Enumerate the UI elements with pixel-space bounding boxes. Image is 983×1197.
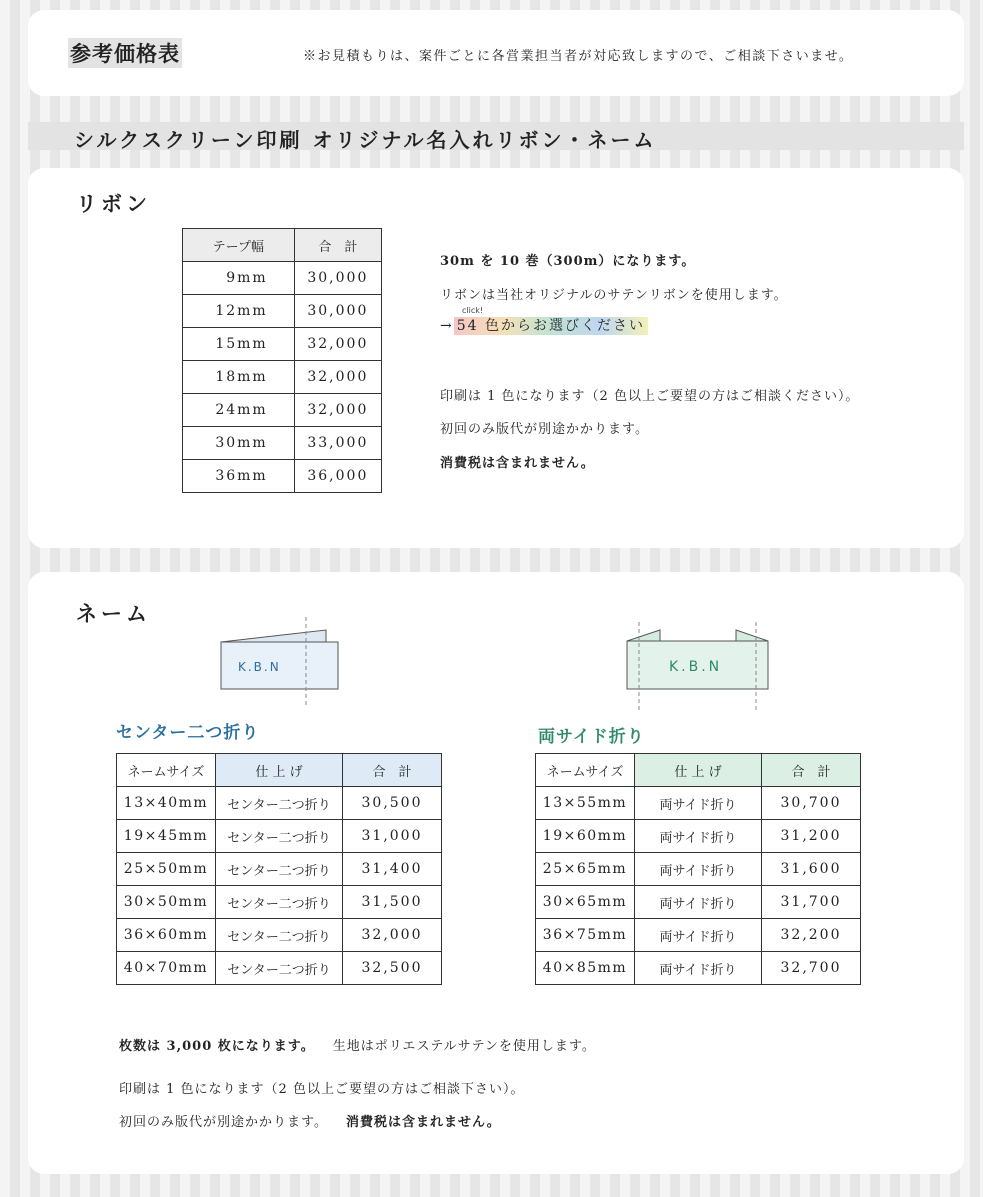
tape-width-cell: 24mm: [183, 394, 295, 427]
size-cell: 19×45mm: [117, 820, 216, 853]
material-note: 生地はポリエステルサテンを使用します。: [332, 1039, 596, 1054]
table-row: [536, 919, 861, 952]
size-cell: 13×40mm: [117, 787, 216, 820]
table-row: [183, 262, 382, 295]
total-cell: 30,700: [762, 787, 861, 820]
total-cell: 32,700: [762, 952, 861, 985]
tape-width-cell: 18mm: [183, 361, 295, 394]
table-row: [117, 919, 442, 952]
size-cell: 30×50mm: [117, 886, 216, 919]
ribbon-info-plate: 初回のみ版代が別途かかります。: [440, 422, 649, 437]
table-row: [183, 361, 382, 394]
total-cell: 30,000: [294, 262, 381, 295]
table-header-row: [536, 754, 861, 787]
table-row: [536, 820, 861, 853]
total-cell: 31,600: [762, 853, 861, 886]
color-choice-link-row[interactable]: [440, 315, 648, 335]
size-cell: 30×65mm: [536, 886, 635, 919]
size-cell: 36×75mm: [536, 919, 635, 952]
ribbon-price-table: [182, 228, 382, 493]
total-cell: 32,200: [762, 919, 861, 952]
table-row: [536, 853, 861, 886]
table-row: [183, 427, 382, 460]
ribbon-info-material: リボンは当社オリジナルのサテンリボンを使用します。: [440, 288, 788, 303]
col-name-size: ネームサイズ: [536, 754, 635, 787]
total-cell: 32,000: [294, 361, 381, 394]
finish-cell: センター二つ折り: [216, 886, 343, 919]
total-cell: 32,000: [343, 919, 442, 952]
col-total: 合 計: [343, 754, 442, 787]
col-finish: 仕 上 げ: [635, 754, 762, 787]
color-choice-link[interactable]: 54 色からお選びください: [454, 317, 648, 335]
table-row: [183, 295, 382, 328]
tax-note: 消費税は含まれません。: [345, 1115, 501, 1130]
size-cell: 40×70mm: [117, 952, 216, 985]
total-cell: 36,000: [294, 460, 381, 493]
tape-width-cell: 9mm: [183, 262, 295, 295]
name-heading: ネーム: [76, 601, 151, 626]
total-cell: 30,500: [343, 787, 442, 820]
finish-cell: 両サイド折り: [635, 952, 762, 985]
col-total: 合 計: [294, 229, 381, 262]
finish-cell: 両サイド折り: [635, 919, 762, 952]
ribbon-heading: リボン: [76, 191, 151, 216]
table-row: [117, 886, 442, 919]
table-row: [183, 394, 382, 427]
finish-cell: 両サイド折り: [635, 886, 762, 919]
finish-cell: センター二つ折り: [216, 919, 343, 952]
table-row: [117, 952, 442, 985]
size-cell: 25×50mm: [117, 853, 216, 886]
total-cell: 32,000: [294, 394, 381, 427]
center-fold-title: センター二つ折り: [116, 723, 260, 743]
ribbon-panel: [28, 168, 964, 548]
finish-cell: 両サイド折り: [635, 853, 762, 886]
total-cell: 31,700: [762, 886, 861, 919]
table-header-row: [117, 754, 442, 787]
side-fold-price-table: [535, 753, 861, 985]
col-finish: 仕 上 げ: [216, 754, 343, 787]
page-title: 参考価格表: [68, 38, 182, 68]
total-cell: 31,400: [343, 853, 442, 886]
finish-cell: センター二つ折り: [216, 820, 343, 853]
tape-width-cell: 15mm: [183, 328, 295, 361]
finish-cell: センター二つ折り: [216, 952, 343, 985]
total-cell: 31,500: [343, 886, 442, 919]
table-row: [536, 787, 861, 820]
table-row: [117, 853, 442, 886]
table-row: [536, 952, 861, 985]
size-cell: 36×60mm: [117, 919, 216, 952]
estimate-note: ※お見積もりは、案件ごとに各営業担当者が対応致しますので、ご相談下さいませ。: [303, 49, 854, 64]
table-header-row: [183, 229, 382, 262]
total-cell: 31,000: [343, 820, 442, 853]
finish-cell: 両サイド折り: [635, 820, 762, 853]
size-cell: 13×55mm: [536, 787, 635, 820]
table-row: [536, 886, 861, 919]
total-cell: 31,200: [762, 820, 861, 853]
side-fold-label-text: K.B.N: [669, 659, 723, 675]
ribbon-info-tax: 消費税は含まれません。: [440, 456, 595, 471]
table-row: [117, 820, 442, 853]
col-name-size: ネームサイズ: [117, 754, 216, 787]
finish-cell: 両サイド折り: [635, 787, 762, 820]
section-title: シルクスクリーン印刷 オリジナル名入れリボン・ネーム: [74, 128, 657, 152]
tape-width-cell: 30mm: [183, 427, 295, 460]
center-fold-price-table: [116, 753, 442, 985]
table-row: [183, 328, 382, 361]
arrow-icon: →: [440, 318, 454, 334]
total-cell: 33,000: [294, 427, 381, 460]
name-footer-line3: [119, 1111, 501, 1130]
total-cell: 30,000: [294, 295, 381, 328]
side-fold-title: 両サイド折り: [538, 727, 645, 747]
size-cell: 25×65mm: [536, 853, 635, 886]
ribbon-info-print: 印刷は 1 色になります（2 色以上ご要望の方はご相談ください）。: [440, 389, 860, 404]
name-footer-line1: [119, 1035, 596, 1054]
table-row: [183, 460, 382, 493]
ribbon-info-quantity: 30m を 10 巻（300m）になります。: [440, 254, 696, 269]
finish-cell: センター二つ折り: [216, 787, 343, 820]
col-tape-width: テープ幅: [183, 229, 295, 262]
table-row: [117, 787, 442, 820]
center-fold-label-text: K.B.N: [238, 660, 281, 674]
size-cell: 40×85mm: [536, 952, 635, 985]
tape-width-cell: 12mm: [183, 295, 295, 328]
click-label: click!: [462, 306, 484, 315]
size-cell: 19×60mm: [536, 820, 635, 853]
col-total: 合 計: [762, 754, 861, 787]
plate-note: 初回のみ版代が別途かかります。: [119, 1115, 328, 1130]
total-cell: 32,500: [343, 952, 442, 985]
name-footer-line2: 印刷は 1 色になります（2 色以上ご要望の方はご相談下さい）。: [119, 1082, 525, 1097]
quantity-note: 枚数は 3,000 枚になります。: [119, 1039, 315, 1054]
tape-width-cell: 36mm: [183, 460, 295, 493]
finish-cell: センター二つ折り: [216, 853, 343, 886]
total-cell: 32,000: [294, 328, 381, 361]
